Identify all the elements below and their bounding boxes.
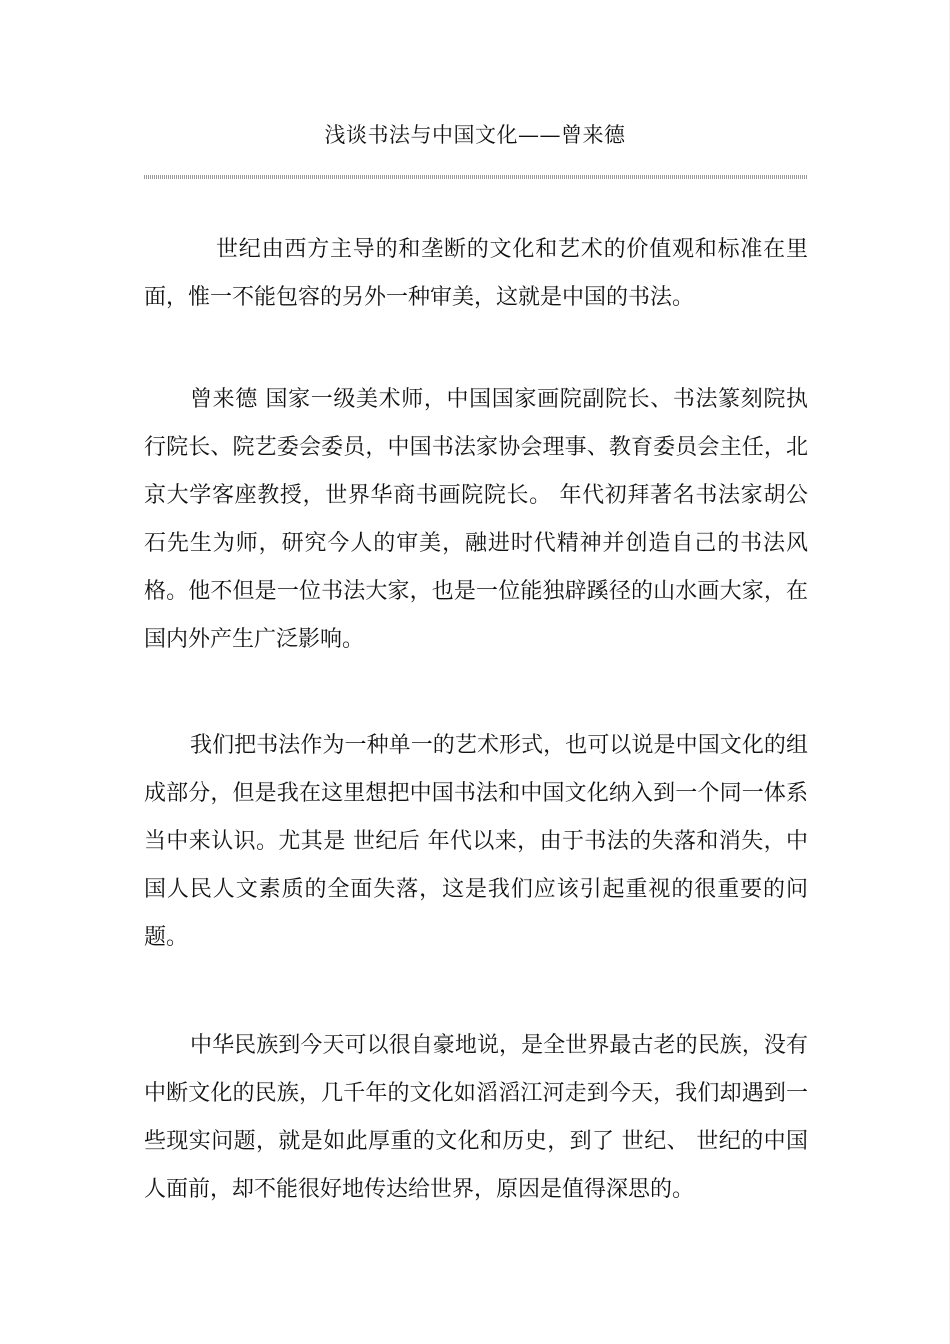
title-divider [144, 175, 808, 179]
paragraph-3: 我们把书法作为一种单一的艺术形式，也可以说是中国文化的组成部分，但是我在这里想把中国书法和中国文化纳入到一个同一体系当中来认识。尤其是 世纪后 年代以来，由于书法的失落和消失，中国人民人文素质的全面失落，这是我们应该引起重视的很重要的问题。 [144, 733, 808, 950]
document-title: 浅谈书法与中国文化——曾来德 [324, 123, 626, 147]
paragraph-2: 曾来德 国家一级美术师，中国国家画院副院长、书法篆刻院执行院长、院艺委会委员，中国书法家协会理事、教育委员会主任，北京大学客座教授，世界华商书画院院长。 年代初拜著名书法家胡公石先生为师，研究今人的审美，融进时代精神并创造自己的书法风格。他不但是一位书法大家，也是一位能独辟蹊径的山水画大家，在国内外产生广泛影响。 [144, 387, 808, 652]
paragraph-4: 中华民族到今天可以很自豪地说，是全世界最古老的民族，没有中断文化的民族，几千年的文化如滔滔江河走到今天，我们却遇到一些现实问题，就是如此厚重的文化和历史，到了 世纪、 世纪的中国人面前，却不能很好地传达给世界，原因是值得深思的。 [144, 1033, 808, 1202]
paragraph-1: 世纪由西方主导的和垄断的文化和艺术的价值观和标准在里面，惟一不能包容的另外一种审美，这就是中国的书法。 [144, 237, 808, 310]
